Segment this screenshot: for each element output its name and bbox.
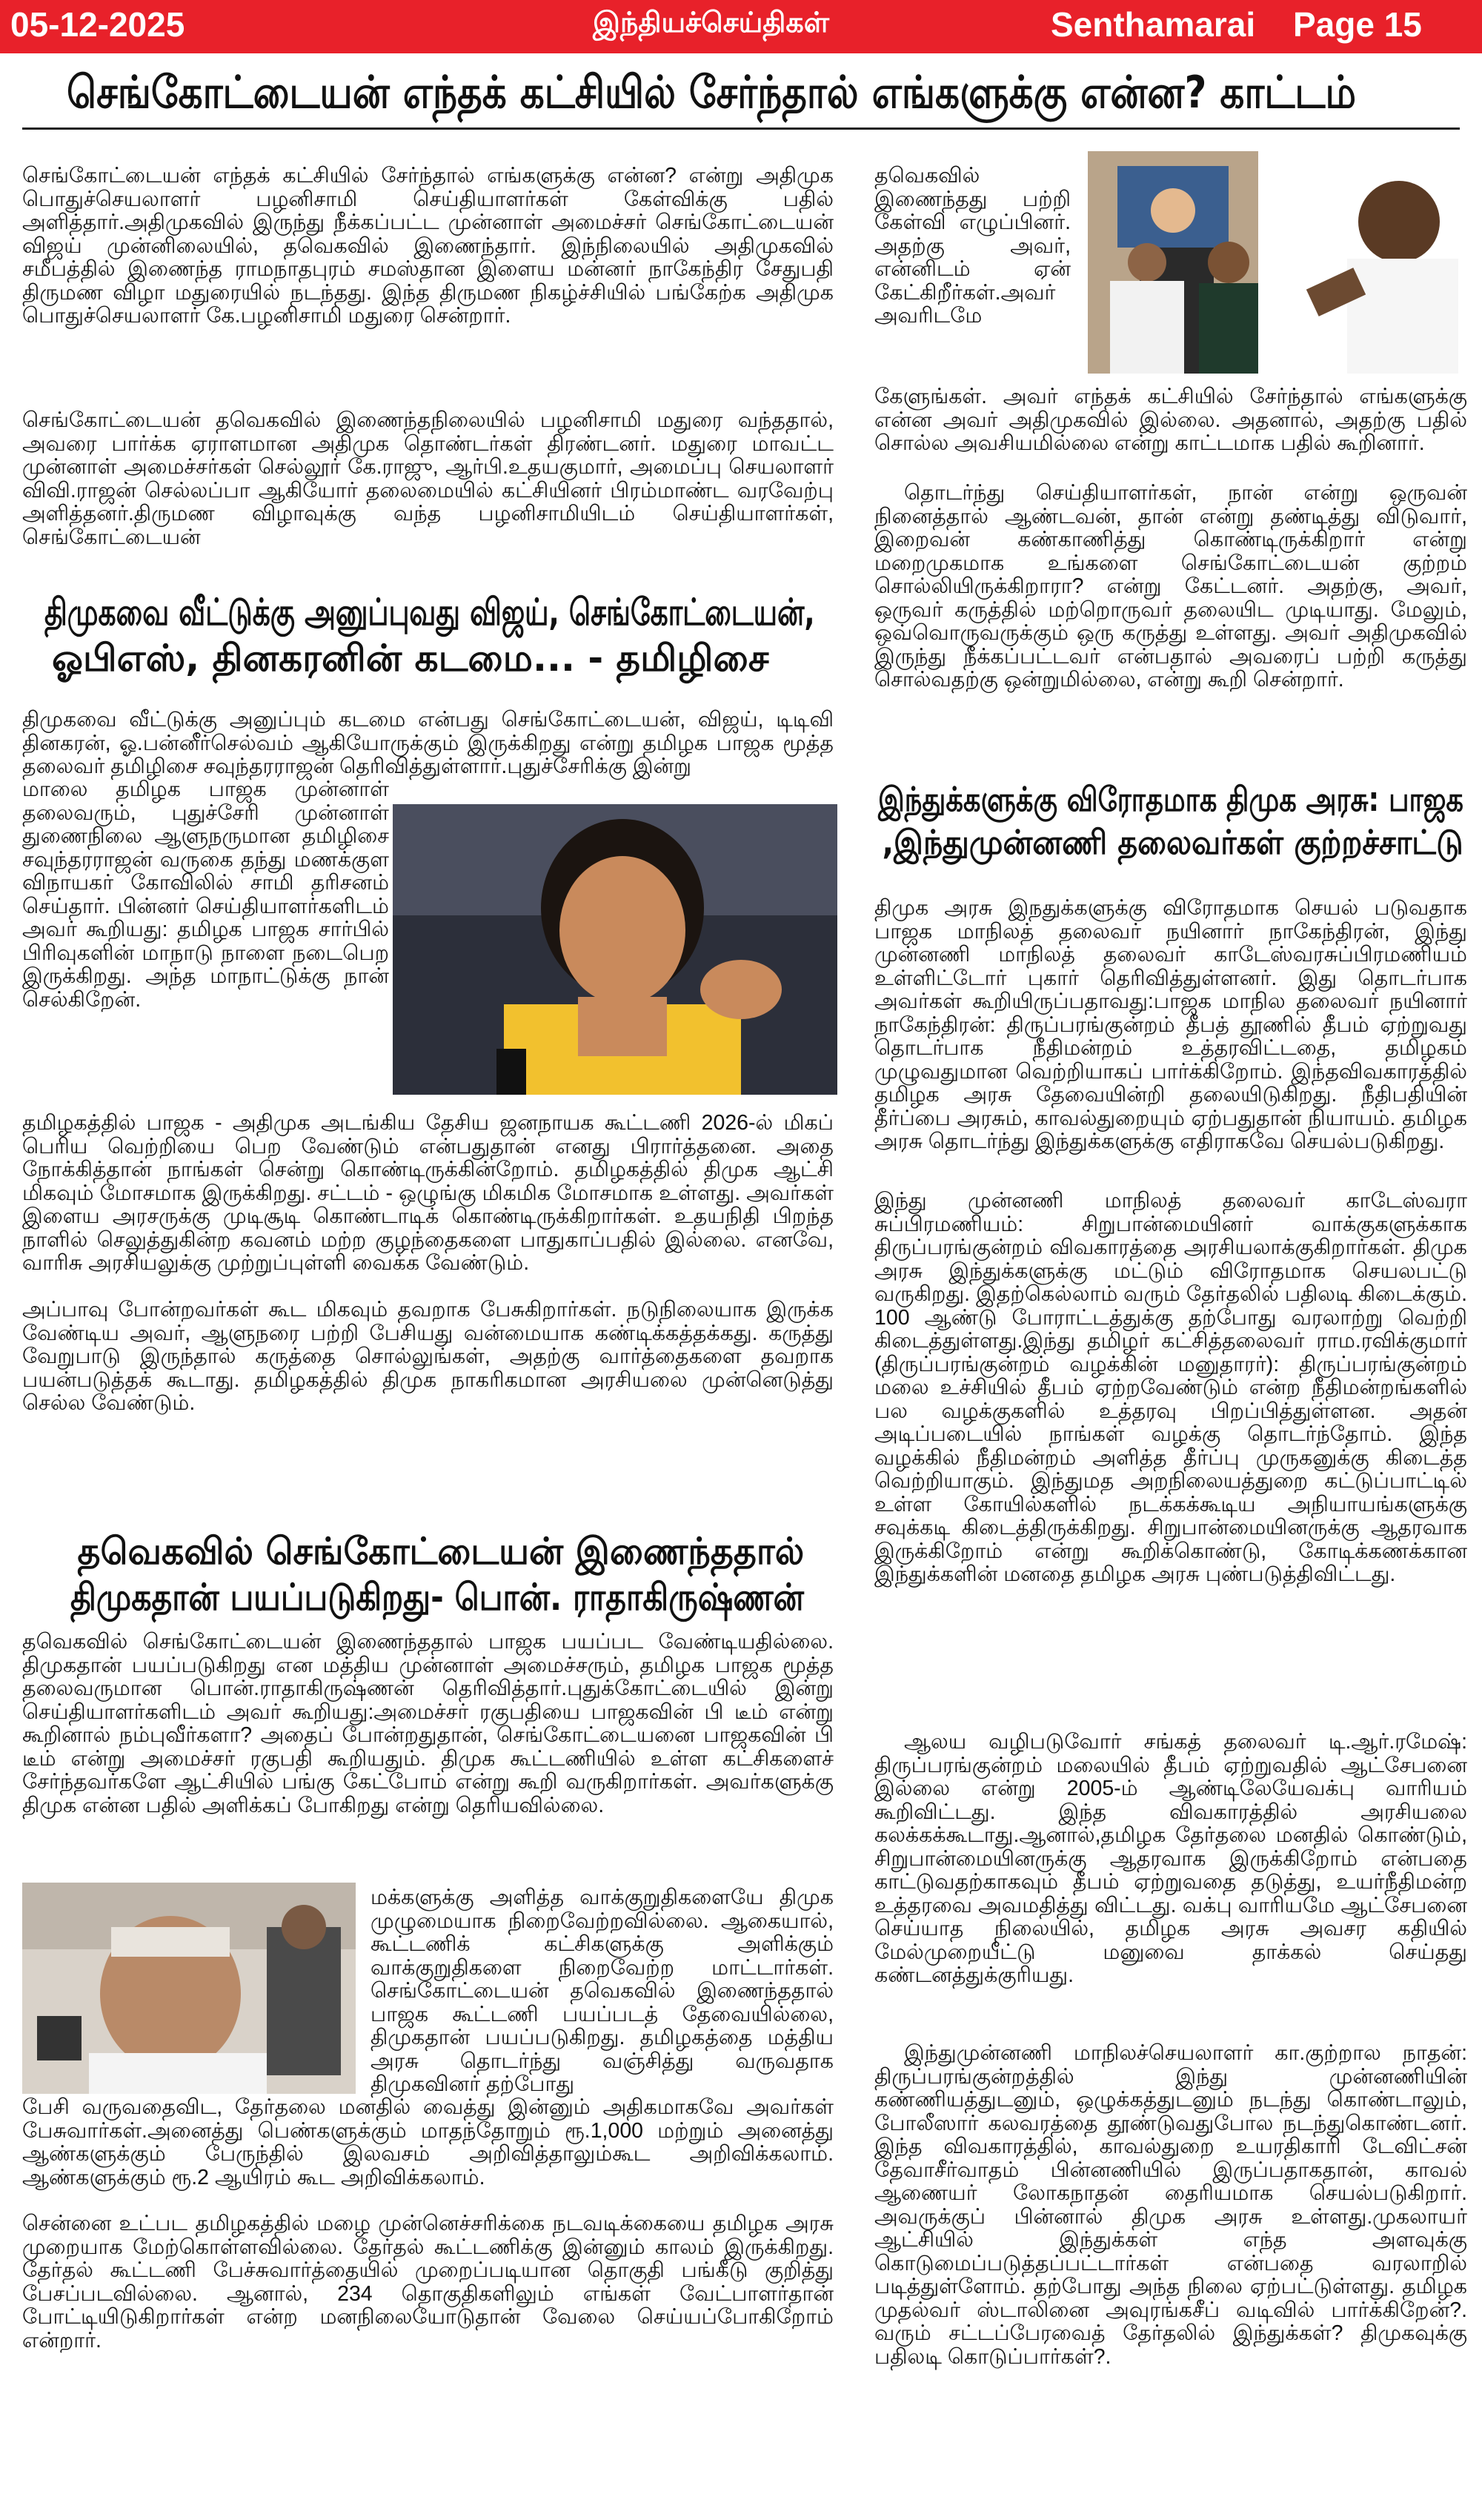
story3-headline-line2: திமுகதான் பயப்படுகிறது- பொன். ராதாகிருஷ்ணன் <box>70 1576 804 1619</box>
story3-para1: தவெகவில் செங்கோட்டையன் இணைந்ததால் பாஜக பயப்பட வேண்டியதில்லை. திமுகதான் பயப்படுகிறது என மத்திய முன்னாள் அமைச்சரும், தமிழக பாஜக மூத்த தலைவருமான பொன்.ராதாகிருஷ்ணன் தெரிவித்தார்.புதுக்கோட்டையில் இன்று செய்தியாளர்களிடம் அவர் கூறியது:அமைச்சர் ரகுபதியை பாஜகவின் பி டீம் என்று கூறினால் நம்புவீர்களா? அதைப் போன்றதுதான், செங்கோட்டையனை பாஜகவின் பி டீம் என்று அமைச்சர் ரகுபதி கூறியதும். திமுக கூட்டணியில் உள்ள கட்சிகளைச் சேர்ந்தவர்களே ஆட்சியில் பங்கு கேட்போம் என்று கூறி வருகிறார்கள். அவர்களுக்கு திமுக என்ன பதில் அளிக்கப் போகிறது என்று தெரியவில்லை. <box>22 1630 834 1817</box>
section-name: இந்தியச்செய்திகள் <box>593 7 830 39</box>
story4-headline-line1: இந்துக்களுக்கு விரோதமாக திமுக அரசு: பாஜக <box>878 780 1463 819</box>
story3-para2: மக்களுக்கு அளித்த வாக்குறுதிகளையே திமுக முழுமையாக நிறைவேற்றவில்லை. ஆகையால், கூட்டணிக் கட்சிகளுக்கு அளிக்கும் வாக்குறுதிகளை நிறைவேற்ற மாட்டார்கள். செங்கோட்டையன் தவெகவில் இணைந்ததால் பாஜக கூட்டணி பயப்படத் தேவையில்லை, திமுகதான் பயப்படுகிறது. தமிழகத்தை மத்திய அரசு தொடர்ந்து வஞ்சித்து வருவதாக திமுகவினர் தற்போது <box>370 1886 834 2096</box>
story4-para4: இந்துமுன்னணி மாநிலச்செயலாளர் கா.குற்றால நாதன்: திருப்பரங்குன்றத்தில் இந்து முன்னணியின் கண்ணியத்துடனும், ஒழுக்கத்துடனும் நடந்து கொண்டாலும், போலீஸார் கலவரத்தை தூண்டுவதுபோல நடந்துகொண்டனர். இந்த விவகாரத்தில், காவல்துறை உயரதிகாரி டேவிட்சன் தேவாசீர்வாதம் பின்னணியில் இருப்பதாகதான், காவல் ஆணையர் லோகநாதன் தைரியமாக செயல்படுகிறார். அவருக்குப் பின்னால் திமுக அரசு உள்ளது.முகலாயர் ஆட்சியில் இந்துக்கள் எந்த அளவுக்கு கொடுமைப்படுத்தப்பட்டார்கள் என்பதை வரலாறில் படித்துள்ளோம். தற்போது அந்த நிலை ஏற்பட்டுள்ளது. தமிழக முதல்வர் ஸ்டாலினை அவுரங்கசீப் வடிவில் பார்க்கிறேன்?. வரும் சட்டப்பேரவைத் தேர்தலில் இந்துக்கள்? திமுகவுக்கு பதிலடி கொடுப்பார்கள்?. <box>874 2041 1467 2369</box>
main-headline-box <box>22 62 1460 130</box>
story1-para1: செங்கோட்டையன் எந்தக் கட்சியில் சேர்ந்தால் எங்களுக்கு என்ன? என்று அதிமுக பொதுச்செயலாளர் பழனிசாமி செய்தியாளர்கள் கேள்விக்கு பதில் அளித்தார்.அதிமுகவில் இருந்து நீக்கப்பட்ட முன்னாள் அமைச்சர் செங்கோட்டையன் விஜய் முன்னிலையில், தவெகவில் இணைந்தார். இந்நிலையில் அதிமுகவில் சமீபத்தில் இணைந்த ராமநாதபுரம் சமஸ்தான இளைய மன்னர் நாகேந்திர சேதுபதி திருமண விழா மதுரையில் நடந்தது. இந்த திருமண நிகழ்ச்சியில் பங்கேற்க அதிமுக பொதுச்செயலாளர் கே.பழனிசாமி மதுரை சென்றார். <box>22 164 834 328</box>
story3-para4: சென்னை உட்பட தமிழகத்தில் மழை முன்னெச்சரிக்கை நடவடிக்கையை தமிழக அரசு முறையாக மேற்கொள்ளவில்லை. தேர்தல் கூட்டணிக்கு இன்னும் காலம் இருக்கிறது. தேர்தல் கூட்டணி பேச்சுவார்த்தையில் முறைப்படியான தொகுதி பங்கீடு குறித்து பேசப்படவில்லை. ஆனால், 234 தொகுதிகளிலும் எங்கள் வேட்பாளர்தான் போட்டியிடுகிறார்கள் என்ற மனநிலையோடுதான் வேலை செய்யப்போகிறோம் என்றார். <box>22 2212 834 2352</box>
story3-para3: பேசி வருவதைவிட, தேர்தலை மனதில் வைத்து இன்னும் அதிகமாகவே அவர்கள் பேசுவார்கள்.அனைத்து பெண்களுக்கும் மாதந்தோறும் ரூ.1,000 மற்றும் அனைத்து ஆண்களுக்கும் பேருந்தில் இலவசம் அறிவித்தாலும்கூட அறிவிக்கலாம். ஆண்களுக்கும் ரூ.2 ஆயிரம் கூட அறிவிக்கலாம். <box>22 2095 834 2189</box>
story3-headline <box>70 1528 811 1620</box>
story2-headline-line2: ஓபிஎஸ், தினகரனின் கடமை... - தமிழிசை <box>52 637 769 680</box>
newspaper-brand: Senthamarai <box>1051 5 1256 44</box>
story3-headline-line1: தவெகவில் செங்கோட்டையன் இணைந்ததால் <box>77 1530 805 1573</box>
story4-headline-line2: ,இந்துமுன்னணி தலைவர்கள் குற்றச்சாட்டு <box>882 823 1463 862</box>
story1-para5: தொடர்ந்து செய்தியாளர்கள், நான் என்று ஒருவன் நினைத்தால் ஆண்டவன், தான் என்று தண்டித்து விடுவார், இறைவன் கண்காணித்து கொண்டிருக்கிறார் என்று மறைமுகமாக உங்களை செங்கோட்டையன் குற்றம் சொல்லியிருக்கிறாரா? என்று கேட்டனர். அதற்கு, அவர், ஒருவர் கருத்தில் மற்றொருவர் தலையிட முடியாது. மேலும், ஒவ்வொருவருக்கும் ஒரு கருத்து உள்ளது. அவர் அதிமுகவில் இருந்து நீக்கப்பட்டவர் என்பதால் அவரைப் பற்றி கருத்து சொல்வதற்கு ஒன்றுமில்லை, என்று கூறி சென்றார். <box>874 481 1467 692</box>
story4-headline <box>878 778 1471 864</box>
story2-photo <box>393 804 837 1095</box>
page-number: Page 15 <box>1293 5 1422 44</box>
story2-headline <box>44 589 823 681</box>
story4-para2: இந்து முன்னணி மாநிலத் தலைவர் காடேஸ்வரா சுப்பிரமணியம்: சிறுபான்மையினர் வாக்குகளுக்காக திருப்பரங்குன்றம் விவகாரத்தை அரசியலாக்குகிறார்கள். திமுக அரசு இந்துக்களுக்கு மட்டும் விரோதமாக செயலபட்டு வருகிறது. இதற்கெல்லாம் வரும் தேர்தலில் பதிலடி கிடைக்கும். 100 ஆண்டு போராட்டத்துக்கு தற்போது வரலாற்று வெற்றி கிடைத்துள்ளது.இந்து தமிழர் கட்சித்தலைவர் ராம.ரவிக்குமார் (திருப்பரங்குன்றம் வழக்கின் மனுதாரர்): திருப்பரங்குன்றம் மலை உச்சியில் தீபம் ஏற்றவேண்டும் என்ற நீதிமன்றங்களில் பல வழக்குகளில் உத்தரவு பிறப்பித்துள்ளன. அதன் அடிப்படையில் நாங்கள் வழக்கு தொடர்ந்தோம். இந்த வழக்கில் நீதிமன்றம் அளித்த தீர்ப்பு முருகனுக்கு கிடைத்த வெற்றியாகும். இந்துமத அறநிலையத்துறை கட்டுப்பாட்டில் உள்ள கோயில்களில் நடக்கக்கூடிய அநியாயங்களுக்கு சவுக்கடி கிடைத்திருக்கிறது. சிறுபான்மையினருக்கு ஆதரவாக இருக்கிறோம் என்று கூறிக்கொண்டு, கோடிக்கணக்கான இந்துக்களின் மனதை தமிழக அரசு புண்படுத்திவிட்டது. <box>874 1189 1467 1586</box>
story1-photo <box>1088 151 1473 374</box>
story3-photo <box>22 1883 356 2094</box>
story2-para1: திமுகவை வீட்டுக்கு அனுப்பும் கடமை என்பது செங்கோட்டையன், விஜய், டிடிவி தினகரன், ஓ.பன்னீர்செல்வம் ஆகியோருக்கும் இருக்கிறது என்று தமிழக பாஜக மூத்த தலைவர் தமிழிசை சவுந்தரராஜன் தெரிவித்துள்ளார்.புதுச்சேரிக்கு இன்று <box>22 708 834 778</box>
story2-para2: மாலை தமிழக பாஜக முன்னாள் தலைவரும், புதுச்சேரி முன்னாள் துணைநிலை ஆளுநருமான தமிழிசை சவுந்தரராஜன் வருகை தந்து மணக்குள விநாயகர் கோவிலில் சாமி தரிசனம் செய்தார். பின்னர் செய்தியாளர்களிடம் அவர் கூறியது: தமிழக பாஜக சார்பில் பிரிவுகளின் மாநாடு நாளை நடைபெற இருக்கிறது. அந்த மாநாட்டுக்கு நான் செல்கிறேன். <box>22 777 389 1012</box>
story1-para4: கேளுங்கள். அவர் எந்தக் கட்சியில் சேர்ந்தால் எங்களுக்கு என்ன அவர் அதிமுகவில் இல்லை. அதனால், அதற்கு பதில் சொல்ல அவசியமில்லை என்று காட்டமாக பதில் கூறினார். <box>874 385 1467 455</box>
story1-para3: தவெகவில் இணைந்தது பற்றி கேள்வி எழுப்பினர். அதற்கு அவர், என்னிடம் ஏன் கேட்கிறீர்கள்.அவர் அவரிடமே <box>874 164 1071 328</box>
story4-para3: ஆலய வழிபடுவோர் சங்கத் தலைவர் டி.ஆர்.ரமேஷ்: திருப்பரங்குன்றம் மலையில் தீபம் ஏற்றுவதில் ஆட்சேபனை இல்லை என்று 2005-ம் ஆண்டிலேயேவக்பு வாரியம் கூறிவிட்டது. இந்த விவகாரத்தில் அரசியலை கலக்கக்கூடாது.ஆனால்,தமிழக தேர்தலை மனதில் கொண்டும், சிறுபான்மையினருக்கு ஆதரவாக இருக்கிறோம் என்பதை காட்டுவதற்காகவும் தீபம் ஏற்றுவதை தடுத்து, உயர்நீதிமன்ற உத்தரவை அவமதித்து விட்டது. வக்பு வாரியமே ஆட்சேபனை செய்யாத நிலையில், தமிழக அரசு அவசர கதியில் மேல்முறையீட்டு மனுவை தாக்கல் செய்தது கண்டனத்துக்குரியது. <box>874 1730 1467 1987</box>
story2-headline-line1: திமுகவை வீட்டுக்கு அனுப்புவது விஜய், செங்கோட்டையன், <box>44 591 815 634</box>
story2-para3: தமிழகத்தில் பாஜக - அதிமுக அடங்கிய தேசிய ஜனநாயக கூட்டணி 2026-ல் மிகப் பெரிய வெற்றியை பெற வேண்டும் என்பதுதான் எனது பிரார்த்தனை. அதை நோக்கித்தான் நாங்கள் சென்று கொண்டிருக்கின்றோம். தமிழகத்தில் திமுக ஆட்சி மிகவும் மோசமாக இருக்கிறது. சட்டம் - ஒழுங்கு மிகமிக மோசமாக உள்ளது. அவர்கள் இளைய அரசருக்கு முடிசூடி கொண்டாடிக் கொண்டிருக்கிறார்கள். உதயநிதி பிறந்த நாளில் செலுத்துகின்ற கவனம் மற்ற குழந்தைகளை பாதுகாப்பதில் இல்லை. எனவே, வாரிசு அரசியலுக்கு முற்றுப்புள்ளி வைக்க வேண்டும். <box>22 1111 834 1275</box>
story4-para1: திமுக அரசு இநதுக்களுக்கு விரோதமாக செயல் படுவதாக பாஜக மாநிலத் தலைவர் நயினார் நாகேந்திரன், இந்து முன்னணி மாநிலத் தலைவர் காடேஸ்வரசுப்பிரமணியம் உள்ளிட்டோர் புகார் தெரிவித்துள்ளனர். இது தொடர்பாக அவர்கள் கூறியிருப்பதாவது:பாஜக மாநில தலைவர் நயினார் நாகேந்திரன்: திருப்பரங்குன்றம் தீபத் தூணில் தீபம் ஏற்றுவது தொடர்பாக நீதிமன்றம் உத்தரவிட்டதை, தமிழகம் முழுவதுமான வெற்றியாகப் பார்க்கிறோம். இந்தவிவகாரத்தில் தமிழக அரசு தேவையின்றி தலையிடுகிறது. நீதிபதியின் தீர்ப்பை அரசும், காவல்துறையும் ஏற்பதுதான் நியாயம். தமிழக அரசு தொடர்ந்து இந்துக்களுக்கு எதிராகவே செயல்படுகிறது. <box>874 896 1467 1153</box>
main-headline: செங்கோட்டையன் எந்தக் கட்சியில் சேர்ந்தால் எங்களுக்கு என்ன? காட்டம் <box>67 67 1356 119</box>
story1-para2: செங்கோட்டையன் தவெகவில் இணைந்தநிலையில் பழனிசாமி மதுரை வந்ததால், அவரை பார்க்க ஏராளமான அதிமுக தொண்டர்கள் திரண்டனர். மதுரை மாவட்ட முன்னாள் அமைச்சர்கள் செல்லூர் கே.ராஜு, ஆர்பி.உதயகுமார், அமைப்பு செயலாளர் விவி.ராஜன் செல்லப்பா ஆகியோர் தலைமையில் கட்சியினர் பிரம்மாண்ட வரவேற்பு அளித்தனர்.திருமண விழாவுக்கு வந்த பழனிசாமியிடம் செய்தியாளர்கள், செங்கோட்டையன் <box>22 408 834 549</box>
story2-para4: அப்பாவு போன்றவர்கள் கூட மிகவும் தவறாக பேசுகிறார்கள். நடுநிலையாக இருக்க வேண்டிய அவர், ஆளுநரை பற்றி பேசியது வன்மையாக கண்டிக்கத்தக்கது. கருத்து வேறுபாடு இருந்தால் கருத்தை சொல்லுங்கள், அதற்கு வார்த்தைகளை தவறாக பயன்படுத்தக் கூடாது. தமிழகத்தில் திமுக நாகரிகமான அரசியலை முன்னெடுத்து செல்ல வேண்டும். <box>22 1298 834 1415</box>
issue-date: 05-12-2025 <box>10 5 185 44</box>
